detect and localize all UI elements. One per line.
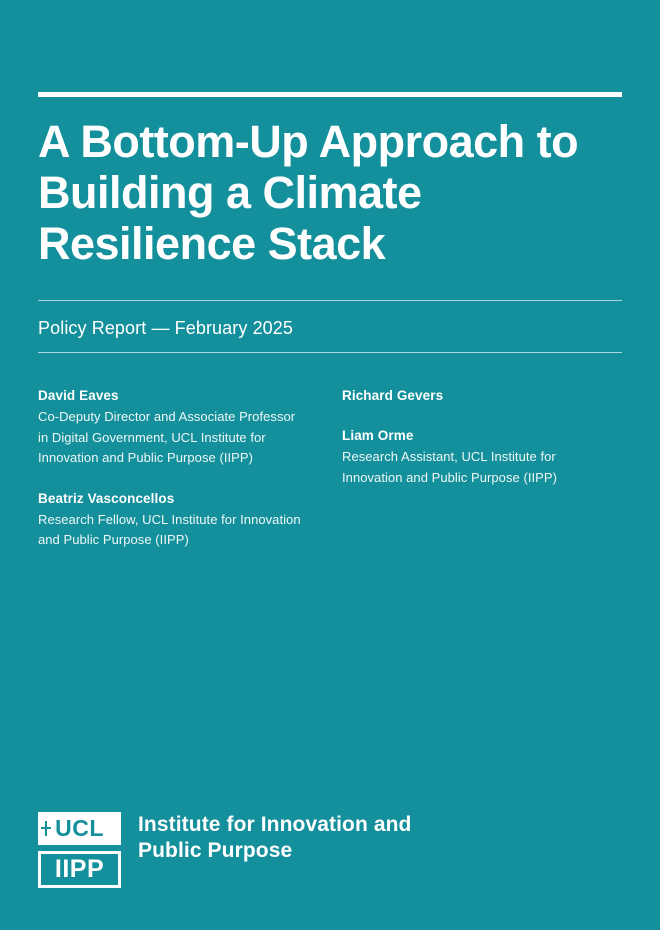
ucl-wordmark (38, 812, 121, 845)
title-divider (38, 300, 622, 301)
author-entry (38, 489, 308, 551)
ucl-tick-icon (45, 821, 47, 836)
cover-content (38, 0, 622, 930)
author-entry (342, 426, 612, 488)
author-role: Research Fellow, UCL Institute for Innovation and Public Purpose (IIPP) (38, 511, 301, 547)
author-name: Beatriz Vasconcellos (38, 490, 175, 506)
iipp-wordmark: IIPP (38, 851, 121, 888)
page-title: A Bottom-Up Approach to Building a Climate Resilience Stack (38, 116, 579, 269)
subtitle-divider (38, 352, 622, 353)
ucl-wordmark-text: UCL (55, 815, 104, 841)
author-name: Liam Orme (342, 428, 414, 443)
authors-column-left (38, 386, 308, 571)
ucl-iipp-logo (38, 812, 458, 892)
author-role: Research Assistant, UCL Institute for Innovation and Public Purpose (IIPP) (342, 449, 557, 485)
institute-name: Institute for Innovation and Public Purpose (138, 813, 412, 862)
report-subtitle: Policy Report — February 2025 (38, 318, 294, 338)
authors-column-right (342, 386, 612, 508)
author-entry (342, 386, 612, 406)
author-name: David Eaves (38, 388, 119, 403)
author-name: Richard Gevers (342, 388, 444, 403)
author-entry (38, 386, 308, 469)
top-divider (38, 92, 622, 97)
author-role: Co-Deputy Director and Associate Professor in Digital Government, UCL Institute for Innovation and Public Purpose (IIPP) (38, 409, 296, 465)
logo-mark (38, 812, 121, 888)
